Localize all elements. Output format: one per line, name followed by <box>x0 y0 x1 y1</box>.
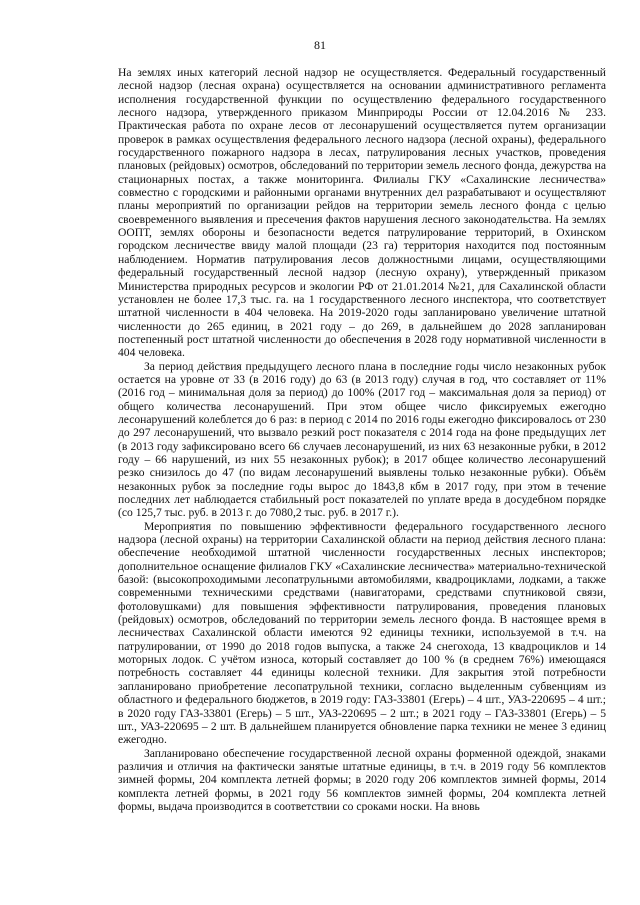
paragraph-uniform-supply: Запланировано обеспечение государственной лесной охраны форменной одеждой, знаками различия и отличия на фактически занятые штатные единицы, в т.ч. в 2019 году 56 комплектов зимней формы, 204 комплекта летней формы; в 2020 году 206 комплектов зимней формы, 2014 комплекта летней формы, в 2021 году 56 комплектов зимней формы, 204 комплекта летней формы, выдача производится в соответствии со сроками носки. На вновь <box>118 746 606 813</box>
paragraph-forest-supervision: На землях иных категорий лесной надзор не осуществляется. Федеральный государственный лесной надзор (лесная охрана) осуществляется на основании административного регламента исполнения государственной функции по осуществлению федерального государственного лесного надзора, утвержденного приказом Минприроды России от 12.04.2016 № 233. Практическая работа по охране лесов от лесонарушений осуществляется путем организации проверок в рамках осуществления федерального лесного надзора (лесной охраны), федерального государственного пожарного надзора в лесах, патрулирования лесных участков, проведения плановых (рейдовых) осмотров, обследований по территории земель лесного фонда, дежурства на стационарных постах, а также мониторинга. Филиалы ГКУ «Сахалинские лесничества» совместно с городскими и районными органами внутренних дел разрабатывают и осуществляют планы мероприятий по организации рейдов на территории земель лесного фонда с целью своевременного выявления и пресечения фактов нарушения лесного законодательства. На землях ООПТ, землях обороны и безопасности ведется патрулирование территорий, в Охинском городском лесничестве ввиду малой площади (23 га) территория находится под постоянным наблюдением. Норматив патрулирования лесов должностными лицами, осуществляющими федеральный государственный лесной надзор (лесную охрану), утвержденный приказом Министерства природных ресурсов и экологии РФ от 21.01.2014 №21, для Сахалинской области установлен не более 17,3 тыс. га. на 1 государственного лесного инспектора, что соответствует штатной численности в 404 человека. На 2019-2020 годы запланировано увеличение штатной численности до 265 единиц, в 2021 году – до 269, в дальнейшем до 2028 запланирован постепенный рост штатной численности до обеспечения в 2028 году нормативной численности в 404 человека. <box>118 66 606 360</box>
paragraph-efficiency-measures: Мероприятия по повышению эффективности федерального государственного лесного надзора (лесной охраны) на территории Сахалинской области на период действия лесного плана: обеспечение необходимой штатной численности государственных лесных инспекторов; дополнительное оснащение филиалов ГКУ «Сахалинские лесничества» материально-технической базой: (высокопроходимыми лесопатрульными автомобилями, квадроциклами, лодками, а также современными техническими средствами (навигаторами, средствами спутниковой связи, фотоловушками) для повышения эффективности патрулирования, проведения плановых (рейдовых) осмотров, обследований по территории земель лесного фонда. В настоящее время в лесничествах Сахалинской области имеются 92 единицы техники, используемой в т.ч. на патрулировании, от 1990 до 2018 годов выпуска, а также 24 снегохода, 13 квадроциклов и 14 моторных лодок. С учётом износа, который составляет до 100 % (в среднем 76%) имеющаяся потребность составляет 44 единицы колесной техники. Для закрытия этой потребности запланировано приобретение лесопатрульной техники, согласно выделенным субвенциям из областного и федерального бюджетов, в 2019 году: ГАЗ-33801 (Егерь) – 4 шт., УАЗ-220695 – 4 шт.; в 2020 году ГАЗ-33801 (Егерь) – 5 шт., УАЗ-220695 – 2 шт.; в 2021 году – ГАЗ-33801 (Егерь) – 5 шт., УАЗ-220695 – 2 шт. В дальнейшем планируется обновление парка техники не менее 3 единиц ежегодно. <box>118 519 606 747</box>
page-number: 81 <box>314 38 326 52</box>
paragraph-illegal-logging: За период действия предыдущего лесного плана в последние годы число незаконных рубок остается на уровне от 33 (в 2016 году) до 63 (в 2013 году) случая в год, что составляет от 11% (2016 год – минимальная доля за период) до 100% (2017 год – максимальная доля за период) от общего количества лесонарушений. При этом общее число фиксируемых ежегодно лесонарушений колеблется до 6 раз: в период с 2014 по 2016 годы ежегодно фиксировалось от 230 до 297 лесонарушений, что вызвало резкий рост показателя с 2014 года на фоне предыдущих лет (в 2013 году зафиксировано всего 66 случаев лесонарушений, из них 63 незаконные рубки, в 2012 году – 66 нарушений, из них 55 незаконных рубок); в 2017 общее количество лесонарушений резко снизилось до 47 (по видам лесонарушений выявлены только незаконные рубки). Объём незаконных рубок за последние годы вырос до 1843,8 кбм в 2017 году, при этом в течение последних лет наблюдается стабильный рост показателей по уплате вреда в досудебном порядке (со 125,7 тыс. руб. в 2013 г. до 7080,2 тыс. руб. в 2017 г.). <box>118 359 606 520</box>
document-body <box>118 66 606 813</box>
